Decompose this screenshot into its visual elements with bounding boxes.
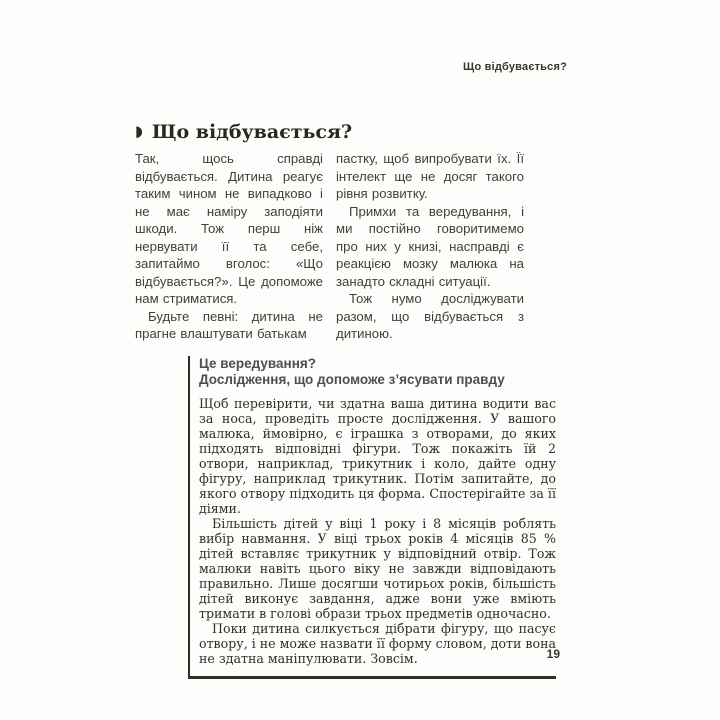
paragraph: Будьте певні: дитина не прагне влаштувати батькам [135, 308, 323, 341]
page-number: 19 [546, 647, 560, 661]
paragraph: пастку, щоб випробувати їх. Її інтелект ще не досяг такого рівня розвитку. [336, 151, 524, 201]
running-head: Що відбувається? [463, 61, 567, 73]
box-paragraph: Більшість дітей у віці 1 року і 8 місяців роблять вибір навмання. У віці трьох років 4 місяців 85 % дітей вставляє трикутник у відповідний отвір. Тож малюки навіть цього віку не завжди відповідають правильно. Лише досягши чотирьох років, більшість дітей виконує завдання, адже вони уже вміють тримати в голові образи трьох предметів одночасно. [199, 516, 556, 621]
box-title [199, 356, 556, 388]
right-column [336, 150, 524, 343]
paragraph: Примхи та вередування, і ми постійно говоритимемо про них у книзі, насправді є реакцією мозку малюка на занадто складні ситуації. [336, 203, 524, 289]
paragraph: Тож нумо досліджувати разом, що відбувається з дитиною. [336, 291, 524, 341]
research-sidebar-box [188, 356, 556, 679]
box-paragraph: Поки дитина силкується дібрати фігуру, що пасує отвору, і не може назвати її форму словом, доти вона не здатна маніпулювати. Зовсім. [199, 621, 556, 666]
section-heading [135, 121, 352, 143]
right-half-circle-bullet-icon: ◗ [135, 121, 143, 140]
box-paragraph: Щоб перевірити, чи здатна ваша дитина водити вас за носа, проведіть просте дослідження. У вашого малюка, ймовірно, є іграшка з отворами, до яких підходять відповідні фігури. Тож покажіть їй 2 отвори, наприклад, трикутник і коло, дайте одну фігуру, наприклад трикутник. Потім запитайте, до якого отвору підходить ця форма. Спостерігайте за її діями. [199, 396, 556, 516]
box-title-line1: Це вередування? [199, 356, 316, 371]
paragraph: Так, щось справді відбувається. Дитина реагує таким чином не випадково і не має наміру заподіяти шкоди. Тож перш ніж нервувати її та себе, запитаймо вголос: «Що відбувається?». Це допоможе нам стриматися. [135, 151, 323, 306]
section-heading-text: Що відбувається? [151, 121, 353, 143]
two-column-text-block [135, 150, 524, 343]
box-title-line2: Дослідження, що допоможе з’ясувати правду [199, 372, 505, 387]
left-column [135, 150, 323, 343]
